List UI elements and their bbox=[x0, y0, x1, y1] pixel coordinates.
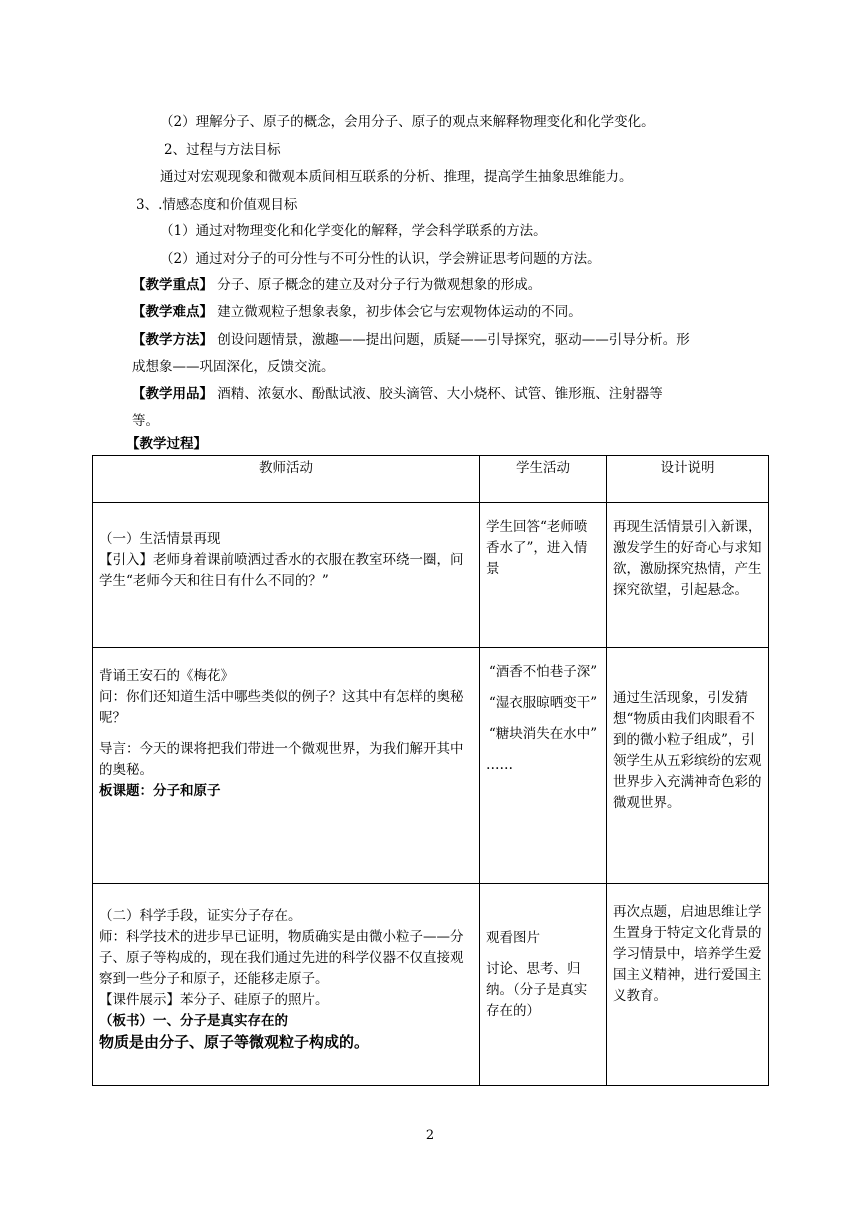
materials-label: 【教学用品】 bbox=[132, 386, 213, 402]
methods-text-2: 成想象——巩固深化，反馈交流。 bbox=[132, 359, 335, 375]
row1-teacher-line: 【引入】老师身着课前喷洒过香水的衣服在教室环绕一圈，问学生“老师今天和往日有什么不同的？” bbox=[99, 552, 464, 589]
row1-student bbox=[480, 503, 607, 648]
page-number: 2 bbox=[425, 1128, 435, 1143]
table-row bbox=[93, 648, 769, 884]
row3-board-statement: 物质是由分子、原子等微观粒子构成的。 bbox=[99, 1033, 370, 1051]
teaching-process-table bbox=[92, 455, 769, 1086]
difficulties-label: 【教学难点】 bbox=[132, 304, 213, 320]
key-points-label: 【教学重点】 bbox=[132, 277, 213, 293]
header-teacher: 教师活动 bbox=[93, 456, 480, 503]
row2-board-title: 板课题：分子和原子 bbox=[99, 783, 221, 799]
methods-text-1: 创设问题情景，激趣——提出问题，质疑——引导探究，驱动——引导分析。形 bbox=[217, 332, 690, 348]
methods bbox=[132, 330, 690, 350]
row2-student-line: …… bbox=[486, 757, 513, 773]
emotion-heading: 3、.情感态度和价值观目标 bbox=[136, 197, 298, 213]
row1-teacher-line: （一）生活情景再现 bbox=[99, 531, 221, 547]
row1-design bbox=[607, 503, 769, 648]
row2-design bbox=[607, 648, 769, 884]
key-points bbox=[132, 275, 541, 295]
row3-board-heading: （板书）一、分子是真实存在的 bbox=[99, 1013, 288, 1029]
row1-design-text: 再现生活情景引入新课，激发学生的好奇心与求知欲，激励探究热情，产生探究欲望，引起悬念。 bbox=[613, 519, 762, 598]
process-heading: 2、过程与方法目标 bbox=[164, 142, 281, 158]
row3-teacher-line: 【课件展示】苯分子、硅原子的照片。 bbox=[99, 992, 329, 1008]
row3-teacher-line: （二）科学手段，证实分子存在。 bbox=[99, 908, 302, 924]
materials-text-1: 酒精、浓氨水、酚酞试液、胶头滴管、大小烧杯、试管、锥形瓶、注射器等 bbox=[217, 386, 663, 402]
row2-student-line: “酒香不怕巷子深” bbox=[488, 664, 598, 680]
emotion-item-1: （1）通过对物理变化和化学变化的解释，学会科学联系的方法。 bbox=[160, 223, 547, 239]
row2-teacher-line: 问：你们还知道生活中哪些类似的例子？这其中有怎样的奥秘呢？ bbox=[99, 689, 464, 726]
row2-design-text: 通过生活现象，引发猜想“物质由我们肉眼看不到的微小粒子组成”，引领学生从五彩缤纷的宏观世界步入充满神奇色彩的微观世界。 bbox=[613, 690, 762, 811]
header-student: 学生活动 bbox=[480, 456, 607, 503]
row3-design bbox=[607, 884, 769, 1086]
table-row bbox=[93, 884, 769, 1086]
row3-student-line: 观看图片 bbox=[486, 930, 540, 946]
materials-text-2: 等。 bbox=[132, 413, 159, 429]
row2-teacher bbox=[93, 648, 480, 884]
process-label: 【教学过程】 bbox=[126, 436, 207, 452]
row2-teacher-line: 背诵王安石的《梅花》 bbox=[99, 668, 234, 684]
process-text: 通过对宏观现象和微观本质间相互联系的分析、推理，提高学生抽象思维能力。 bbox=[160, 169, 633, 185]
row1-student-text: 学生回答“老师喷香水了”，进入情景 bbox=[486, 519, 588, 577]
materials bbox=[132, 384, 663, 404]
objective-2: （2）理解分子、原子的概念，会用分子、原子的观点来解释物理变化和化学变化。 bbox=[160, 114, 655, 130]
row3-student bbox=[480, 884, 607, 1086]
emotion-item-2: （2）通过对分子的可分性与不可分性的认识，学会辨证思考问题的方法。 bbox=[160, 251, 601, 267]
row2-student-line: “湿衣服晾晒变干” bbox=[488, 695, 598, 711]
row3-teacher bbox=[93, 884, 480, 1086]
row2-student bbox=[480, 648, 607, 884]
methods-label: 【教学方法】 bbox=[132, 332, 213, 348]
row2-student-line: “糖块消失在水中” bbox=[488, 726, 598, 742]
row3-design-text: 再次点题，启迪思维让学生置身于特定文化背景的学习情景中，培养学生爱国主义精神，进行爱国主义教育。 bbox=[613, 904, 762, 1004]
difficulties bbox=[132, 302, 582, 322]
header-design: 设计说明 bbox=[607, 456, 769, 503]
table-row bbox=[93, 503, 769, 648]
difficulties-text: 建立微观粒子想象表象，初步体会它与宏观物体运动的不同。 bbox=[217, 304, 582, 320]
table-header-row bbox=[93, 456, 769, 503]
row3-student-line: 讨论、思考、归纳。（分子是真实存在的） bbox=[486, 961, 588, 1019]
row2-teacher-line: 导言：今天的课将把我们带进一个微观世界，为我们解开其中的奥秘。 bbox=[99, 741, 464, 778]
row3-teacher-line: 师：科学技术的进步早已证明，物质确实是由微小粒子——分子、原子等构成的，现在我们通过先进的科学仪器不仅直接观察到一些分子和原子，还能移走原子。 bbox=[99, 929, 464, 987]
row1-teacher bbox=[93, 503, 480, 648]
key-points-text: 分子、原子概念的建立及对分子行为微观想象的形成。 bbox=[217, 277, 542, 293]
